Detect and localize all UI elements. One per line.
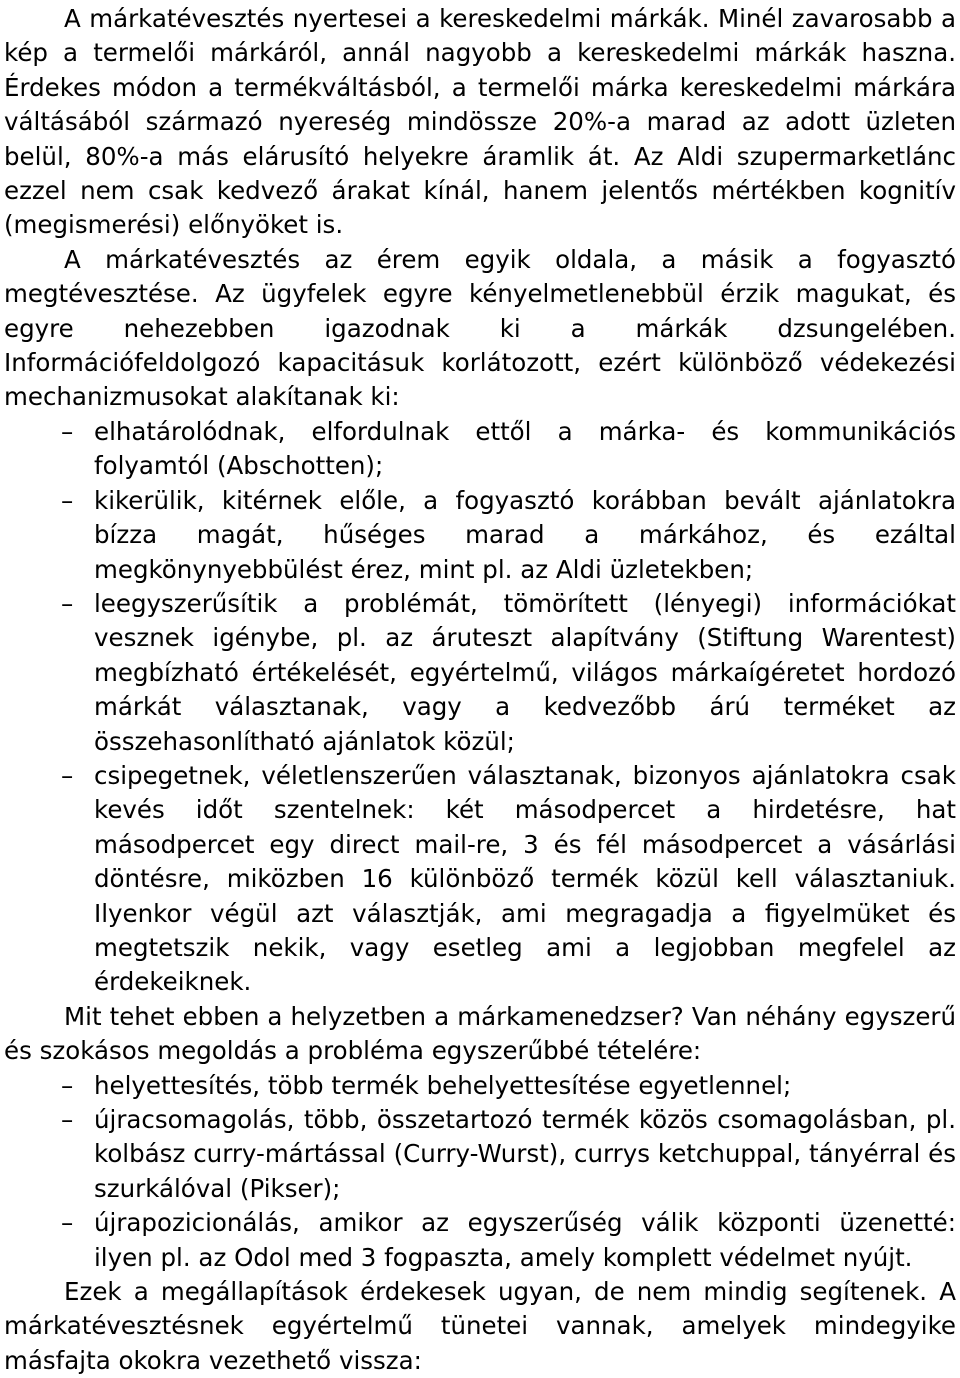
list-item-text: újrapozicionálás, amikor az egyszerűség válik központi üzenetté: ilyen pl. az Odol med 3 fogpaszta, amely komplett védelmet nyújt.	[94, 1208, 956, 1272]
paragraph-brand-manager-question: Mit tehet ebben a helyzetben a márkamenedzser? Van néhány egyszerű és szokásos megoldás a probléma egyszerűbbé tételére:	[4, 1001, 956, 1066]
list-item	[4, 1069, 956, 1103]
list-item-text: helyettesítés, több termék behelyettesítése egyetlennel;	[94, 1070, 792, 1100]
dash-bullet: –	[61, 1208, 74, 1238]
dash-bullet: –	[61, 416, 74, 446]
list-item-text: újracsomagolás, több, összetartozó termék közös csomagolásban, pl. kolbász curry-mártással (Curry-Wurst), currys ketchuppal, tányérral és szurkálóval (Pikser);	[94, 1105, 956, 1203]
paragraph-consumer-confusion: A márkatévesztés az érem egyik oldala, a másik a fogyasztó megtévesztése. Az ügyfelek egyre kényelmetlenebbül érzik magukat, és egyre nehezebben igazodnak ki a márkák dzsungelében. Információfeldolgozó kapacitásuk korlátozott, ezért különböző védekezési mechanizmusokat alakítanak ki:	[4, 244, 956, 412]
solutions-list	[4, 1069, 956, 1275]
list-item-text: kikerülik, kitérnek előle, a fogyasztó korábban bevált ajánlatokra bízza magát, hűséges marad a márkához, és ezáltal megkönynyebbülést érez, mint pl. az Aldi üzletekben;	[94, 485, 956, 584]
defense-mechanisms-list	[4, 415, 956, 1000]
dash-bullet: –	[61, 588, 74, 618]
paragraph-brand-confusion-winners: A márkatévesztés nyertesei a kereskedelmi márkák. Minél zavarosabb a kép a termelői márkáról, annál nagyobb a kereskedelmi márkák haszna. Érdekes módon a termékváltásból, a termelői márka kereskedelmi márkára váltásából származó nyereség mindössze 20%-a marad az adott üzleten belül, 80%-a más elárusító helyekre áramlik át. Az Aldi szupermarketlánc ezzel nem csak kedvező árakat kínál, hanem jelentős mértékben kognitív (megismerési) előnyöket is.	[4, 4, 956, 240]
list-item	[4, 484, 956, 587]
list-item	[4, 415, 956, 484]
list-item	[4, 1206, 956, 1275]
list-item-text: csipegetnek, véletlenszerűen választanak, bizonyos ajánlatokra csak kevés időt szentelnek: két másodpercet a hirdetésre, hat másodpercet egy direct mail-re, 3 és fél másodpercet a vásárlási döntésre, miközben 16 különböző termék közül kell választaniuk. Ilyenkor végül azt választják, ami megragadja a figyelmüket és megtetszik nekik, vagy esetleg ami a legjobban megfelel az érdekeiknek.	[94, 760, 956, 997]
list-item-text: leegyszerűsítik a problémát, tömörített (lényegi) információkat vesznek igénybe, pl. az áruteszt alapítvány (Stiftung Warentest) megbízható értékelését, egyértelmű, világos márkaígéretet hordozó márkát választanak, vagy a kedvezőbb árú terméket az összehasonlítható ajánlatok közül;	[94, 588, 956, 756]
list-item	[4, 1103, 956, 1206]
dash-bullet: –	[61, 760, 74, 790]
list-item-text: elhatárolódnak, elfordulnak ettől a márka- és kommunikációs folyamtól (Abschotten);	[94, 416, 956, 481]
dash-bullet: –	[61, 1105, 74, 1134]
list-item	[4, 759, 956, 1000]
dash-bullet: –	[61, 485, 74, 515]
paragraph-conclusion: Ezek a megállapítások érdekesek ugyan, de nem mindig segítenek. A márkatévesztésnek egyértelmű tünetei vannak, amelyek mindegyike másfajta okokra vezethető vissza:	[4, 1277, 956, 1375]
dash-bullet: –	[61, 1070, 74, 1100]
list-item	[4, 587, 956, 759]
